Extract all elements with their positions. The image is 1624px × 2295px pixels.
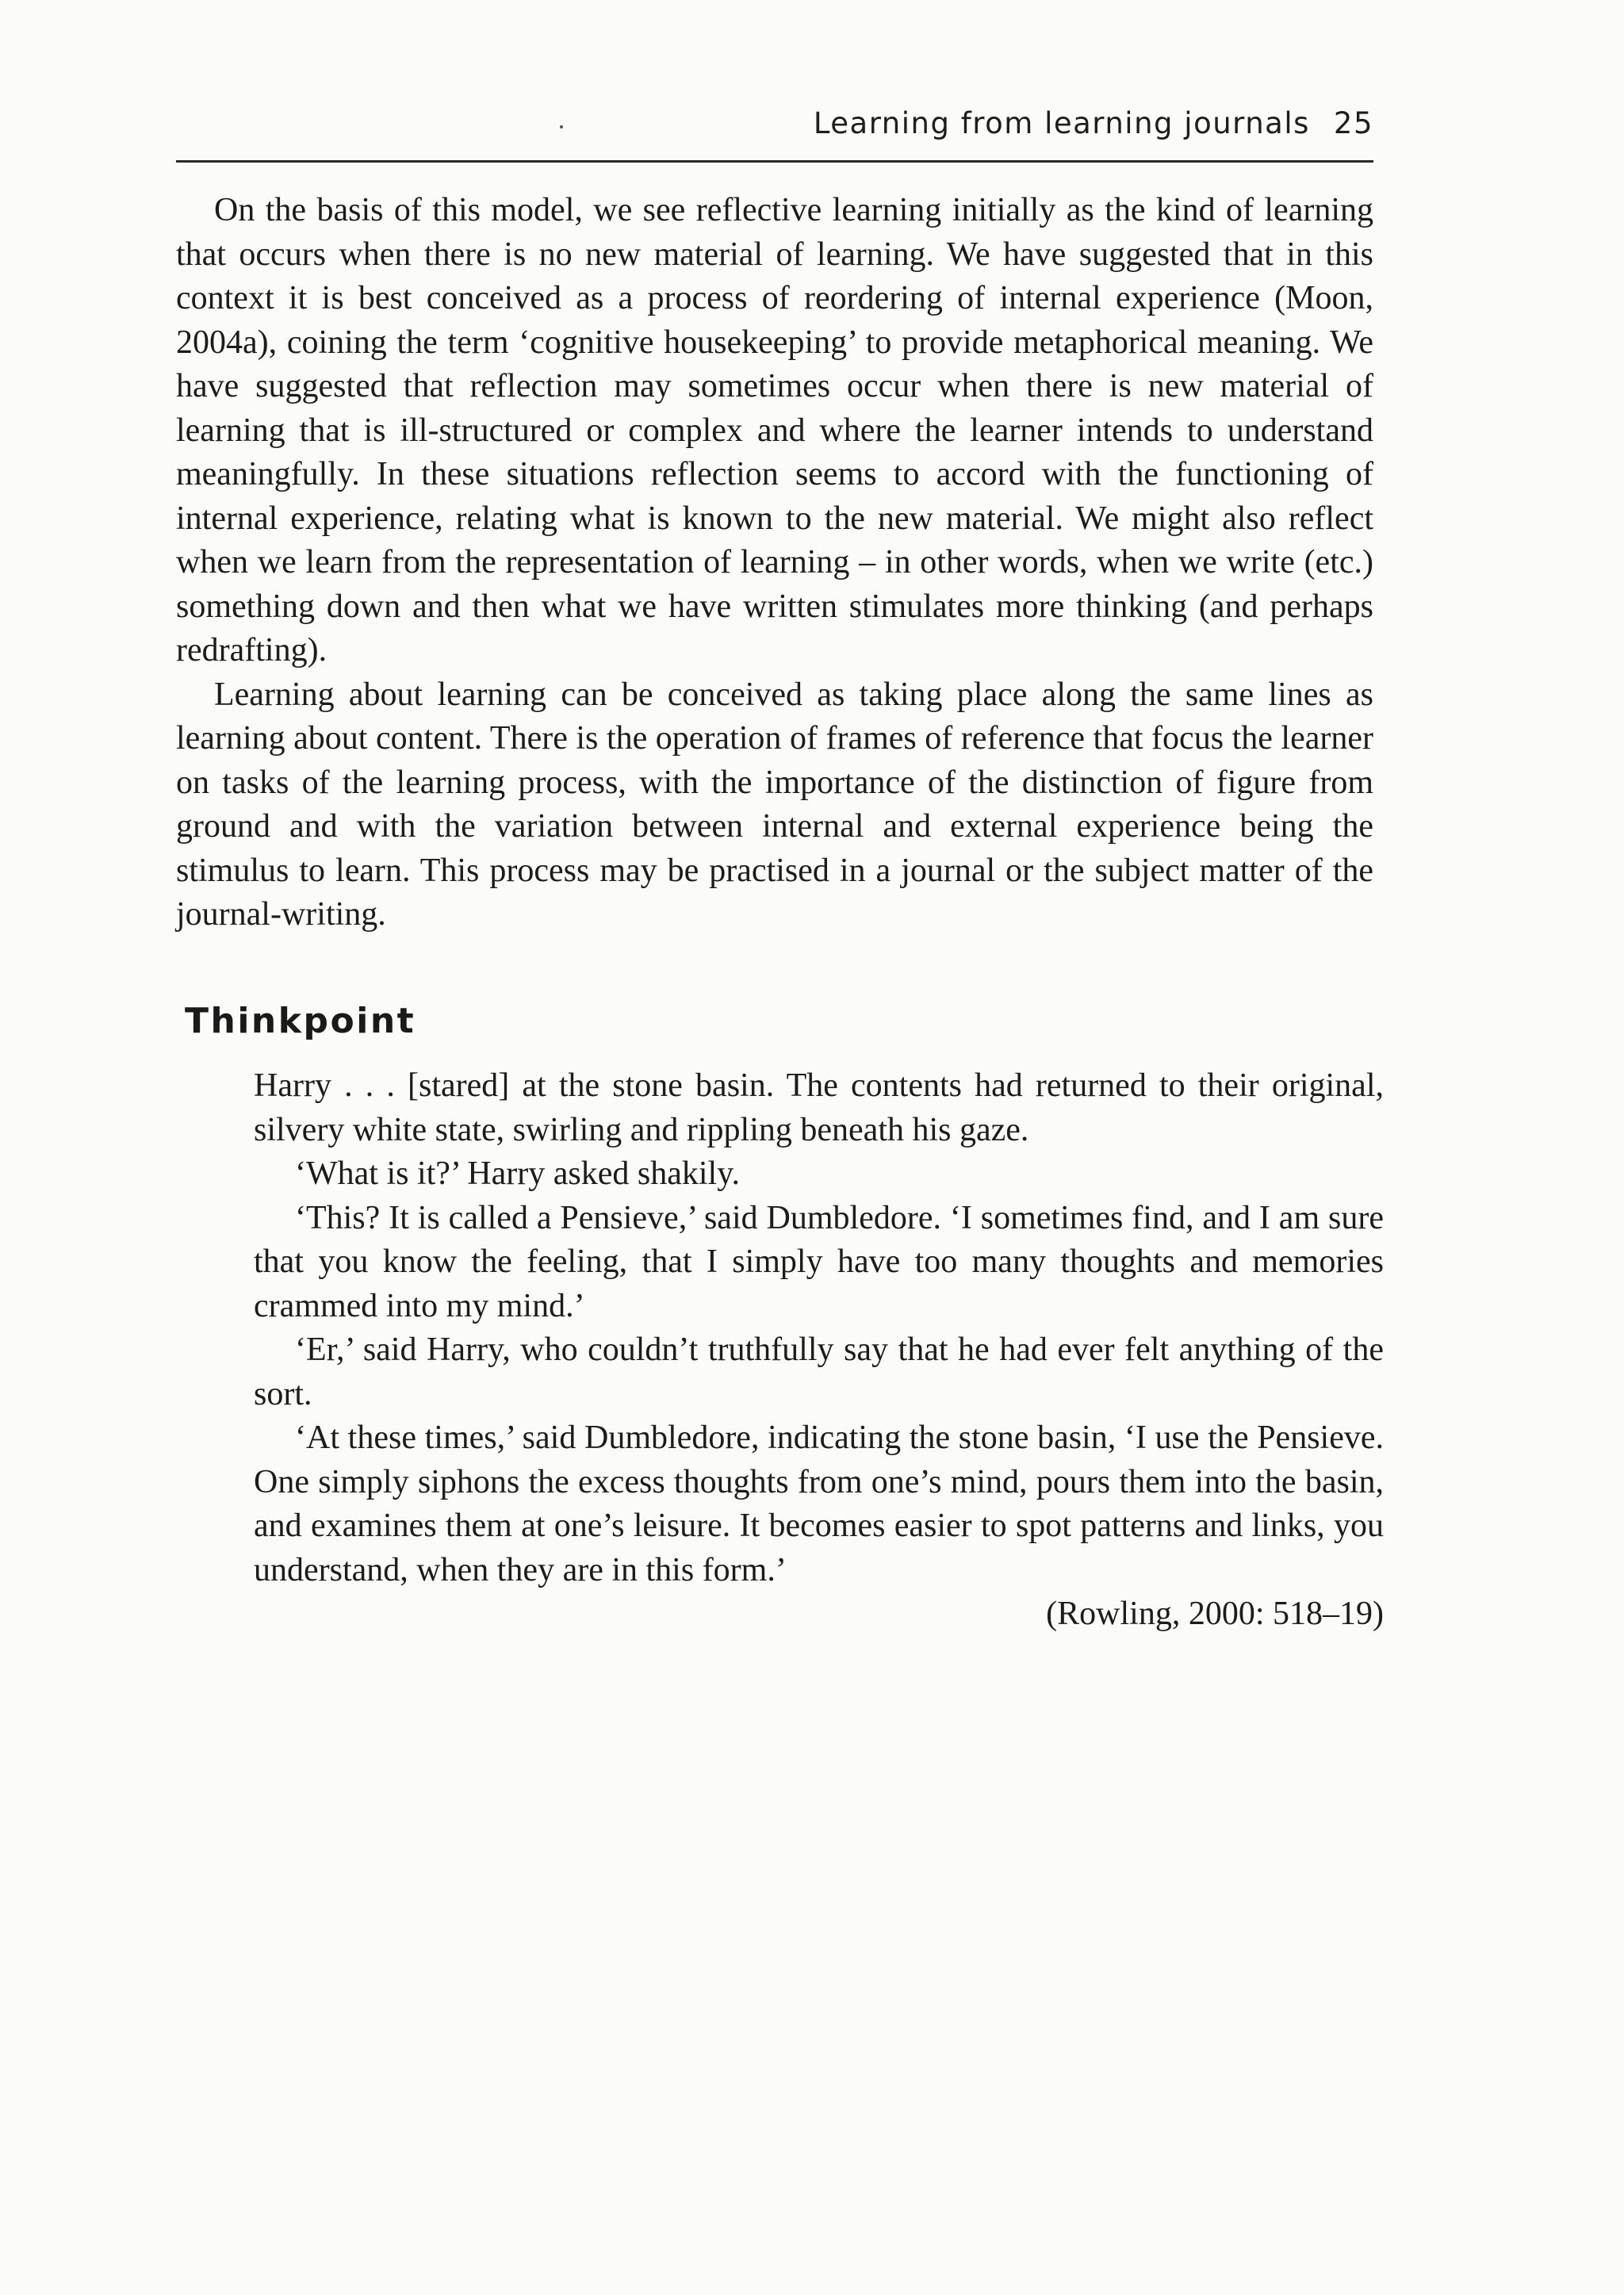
quote-paragraph: ‘At these times,’ said Dumbledore, indicating the stone basin, ‘I use the Pensieve. One simply siphons the excess thoughts from one’s mind, pours them into the basin, and examines them at one’s leisure. It becomes easier to spot patterns and links, you understand, when they are in this form.’ xyxy=(254,1420,1384,1588)
thinkpoint-heading: Thinkpoint xyxy=(185,1001,416,1041)
quote-paragraph: ‘Er,’ said Harry, who couldn’t truthfully say that he had ever felt anything of the sort. xyxy=(254,1331,1384,1412)
running-head xyxy=(176,102,1373,163)
thinkpoint-quote xyxy=(254,1064,1384,1637)
running-head-text xyxy=(814,106,1373,140)
quote-paragraph: ‘What is it?’ Harry asked shakily. xyxy=(295,1155,740,1192)
quote-citation: (Rowling, 2000: 518–19) xyxy=(1046,1596,1384,1632)
body-paragraph: Learning about learning can be conceived as taking place along the same lines as learning about content. There is the operation of frames of reference that focus the learner on tasks of the learning process, with the importance of the distinction of figure from ground and with the variation between internal and external experience being the stimulus to learn. This process may be practised in a journal or the subject matter of the journal-writing. xyxy=(176,676,1373,933)
page-number: 25 xyxy=(1333,106,1373,140)
body-paragraph: On the basis of this model, we see reflective learning initially as the kind of learning that occurs when there is no new material of learning. We have suggested that in this context it is best conceived as a process of reordering of internal experience (Moon, 2004a), coining the term ‘cognitive housekeeping’ to provide metaphorical meaning. We have suggested that reflection may sometimes occur when there is new material of learning that is ill-structured or complex and where the learner intends to understand meaningfully. In these situations reflection seems to accord with the functioning of internal experience, relating what is known to the new material. We might also reflect when we learn from the representation of learning – in other words, when we write (etc.) something down and then what we have written stimulates more thinking (and perhaps redrafting). xyxy=(176,192,1373,669)
running-title: Learning from learning journals xyxy=(813,106,1310,140)
body-text xyxy=(176,189,1373,937)
quote-paragraph: Harry . . . [stared] at the stone basin. The contents had returned to their original, silvery white state, swirling and rippling beneath his gaze. xyxy=(254,1067,1384,1148)
quote-paragraph: ‘This? It is called a Pensieve,’ said Dumbledore. ‘I sometimes find, and I am sure that you know the feeling, that I simply have too many thoughts and memories crammed into my mind.’ xyxy=(254,1199,1384,1324)
scan-speck xyxy=(560,125,563,128)
